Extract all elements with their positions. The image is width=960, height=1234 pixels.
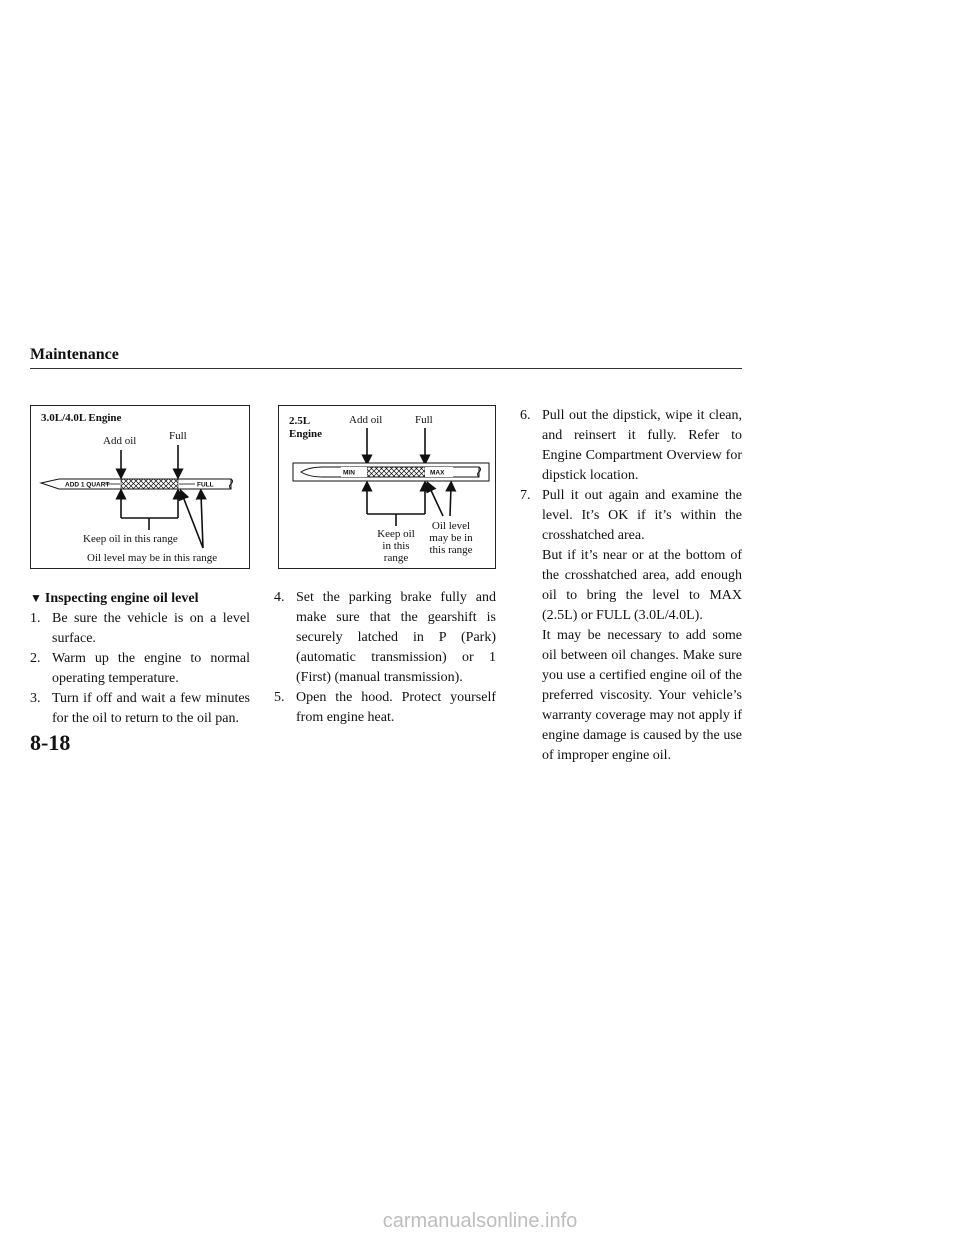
step-7-paragraph-1: But if it’s near or at the bottom of the crosshatched area, add enough oil to bring the level to MAX (2.5L) or FULL (3.0L/4.0L).	[542, 548, 742, 623]
add-oil-label: Add oil	[103, 435, 137, 447]
may-label-line2: may be in	[429, 532, 473, 544]
step-7-paragraph-2: It may be necessary to add some oil between oil changes. Make sure you use a certified engine oil of the preferred viscosity. Your vehicle’s warranty coverage may not apply if engine damage is caused by the use of improper engine oil.	[542, 628, 742, 763]
dipstick-full-mark: FULL	[197, 481, 214, 489]
header-rule	[30, 368, 742, 369]
step-1: 1. Be sure the vehicle is on a level surface.	[30, 611, 250, 646]
crosshatched-area	[121, 479, 178, 489]
dipstick-max-mark: MAX	[430, 469, 445, 477]
dipstick-min-mark: MIN	[343, 469, 355, 477]
dipstick-figure-2-5l	[278, 405, 496, 569]
step-3: 3. Turn if off and wait a few minutes for the oil to return to the oil pan.	[30, 691, 250, 726]
step-4: 4. Set the parking brake fully and make sure that the gearshift is securely latched in P (Park) (automatic transmission) or 1 (First) (manual transmission).	[274, 590, 496, 685]
figure-1-title: 3.0L/4.0L Engine	[41, 412, 122, 424]
crosshatched-area	[367, 467, 425, 477]
may-label-line1: Oil level	[431, 520, 471, 532]
may-be-arrow-1	[429, 486, 443, 516]
section-title: ▼ Inspecting engine oil level	[30, 591, 199, 606]
step-5: 5. Open the hood. Protect yourself from engine heat.	[274, 690, 496, 725]
full-label: Full	[169, 430, 187, 442]
page-number: 8-18	[30, 730, 71, 755]
add-oil-label: Add oil	[349, 414, 383, 426]
keep-range-label: Keep oil in this range	[83, 533, 178, 545]
keep-label-line3: range	[383, 552, 409, 564]
column-2	[274, 588, 496, 728]
section-header: Maintenance	[30, 346, 119, 363]
watermark: carmanualsonline.info	[382, 1210, 578, 1232]
may-be-arrow-1	[182, 494, 203, 548]
may-be-arrow-2	[201, 494, 203, 548]
figure-2-title-line1: 2.5L	[289, 415, 311, 427]
keep-label-line2: in this	[382, 540, 410, 552]
figure-2-title-line2: Engine	[289, 428, 323, 440]
dipstick-figure-3-0l-4-0l	[30, 405, 250, 569]
keep-label-line1: Keep oil	[377, 528, 415, 540]
step-2: 2. Warm up the engine to normal operating temperature.	[30, 651, 250, 686]
column-1	[30, 588, 250, 729]
may-be-arrow-2	[450, 486, 451, 516]
triangle-icon: ▼	[30, 591, 42, 605]
may-be-range-label: Oil level may be in this range	[87, 552, 218, 564]
dipstick-add-mark: ADD 1 QUART	[65, 481, 110, 489]
step-6: 6. Pull out the dipstick, wipe it clean, and reinsert it fully. Refer to Engine Compartment Overview for dipstick location.	[520, 408, 742, 483]
step-7: 7. Pull it out again and examine the level. It’s OK if it’s within the crosshatched area.	[520, 488, 742, 543]
may-label-line3: this range	[429, 544, 473, 556]
column-3	[520, 406, 742, 766]
full-label: Full	[415, 414, 433, 426]
